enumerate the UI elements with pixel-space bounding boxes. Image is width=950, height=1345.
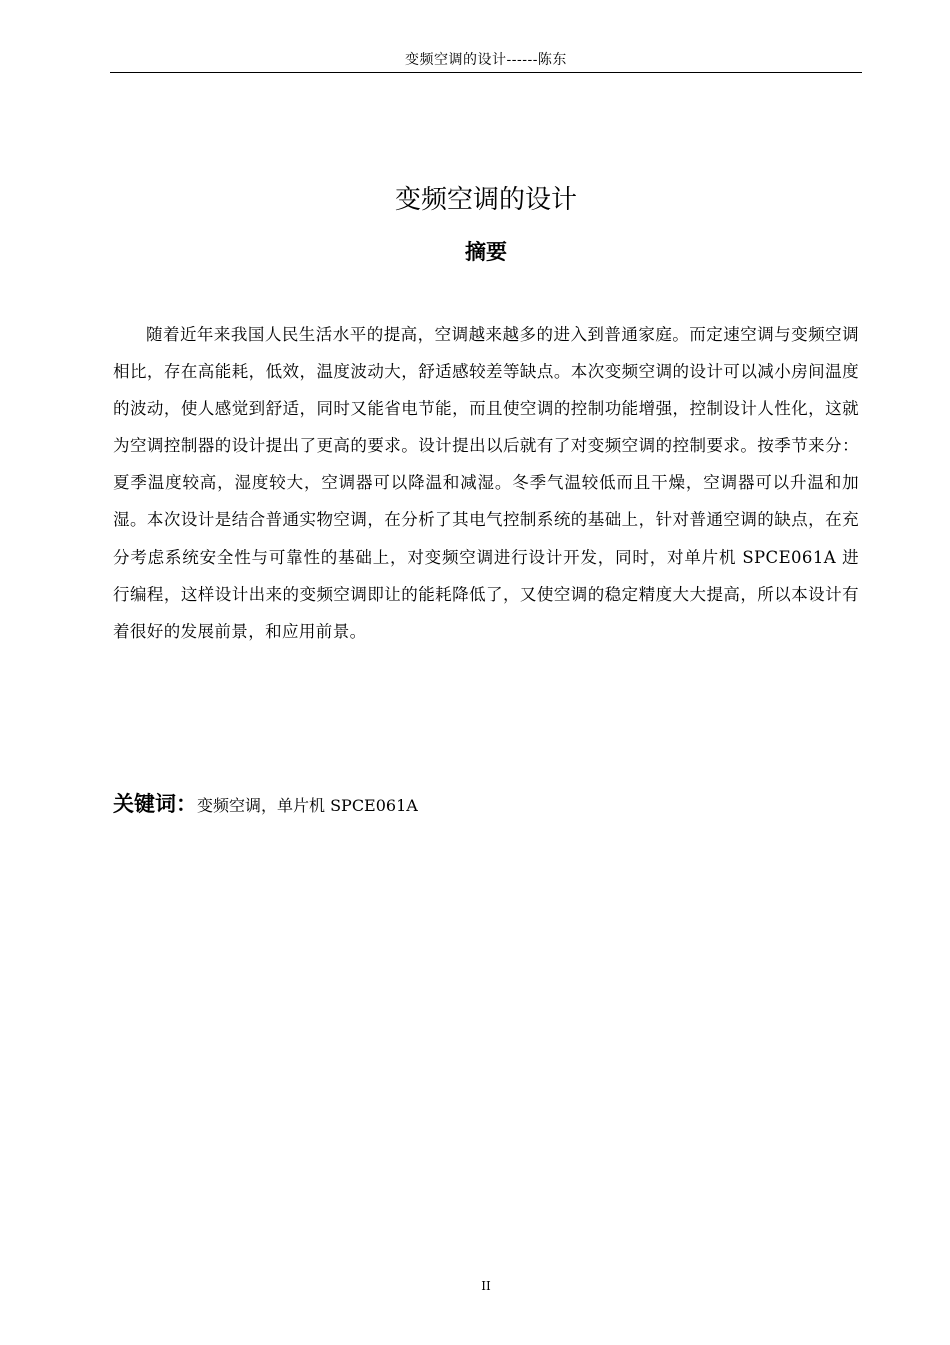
keywords-line: [113, 787, 859, 823]
running-header: 变频空调的设计------陈东: [405, 52, 567, 68]
keywords-label: 关键词：: [113, 792, 197, 816]
abstract-heading: 摘要: [465, 240, 507, 264]
abstract-paragraph: 随着近年来我国人民生活水平的提高，空调越来越多的进入到普通家庭。而定速空调与变频空调相比，存在高能耗，低效，温度波动大，舒适感较差等缺点。本次变频空调的设计可以减小房间温度的波动，使人感觉到舒适，同时又能省电节能，而且使空调的控制功能增强，控制设计人性化，这就为空调控制器的设计提出了更高的要求。设计提出以后就有了对变频空调的控制要求。按季节来分：夏季温度较高，湿度较大，空调器可以降温和减湿。冬季气温较低而且干燥，空调器可以升温和加湿。本次设计是结合普通实物空调，在分析了其电气控制系统的基础上，针对普通空调的缺点，在充分考虑系统安全性与可靠性的基础上，对变频空调进行设计开发，同时，对单片机 SPCE061A 进行编程，这样设计出来的变频空调即让的能耗降低了，又使空调的稳定精度大大提高，所以本设计有着很好的发展前景，和应用前景。: [113, 325, 859, 641]
keywords-value: 变频空调，单片机 SPCE061A: [197, 796, 418, 815]
document-title: 变频空调的设计: [394, 185, 577, 215]
page-number: II: [481, 1279, 491, 1293]
header-rule: [110, 72, 862, 73]
